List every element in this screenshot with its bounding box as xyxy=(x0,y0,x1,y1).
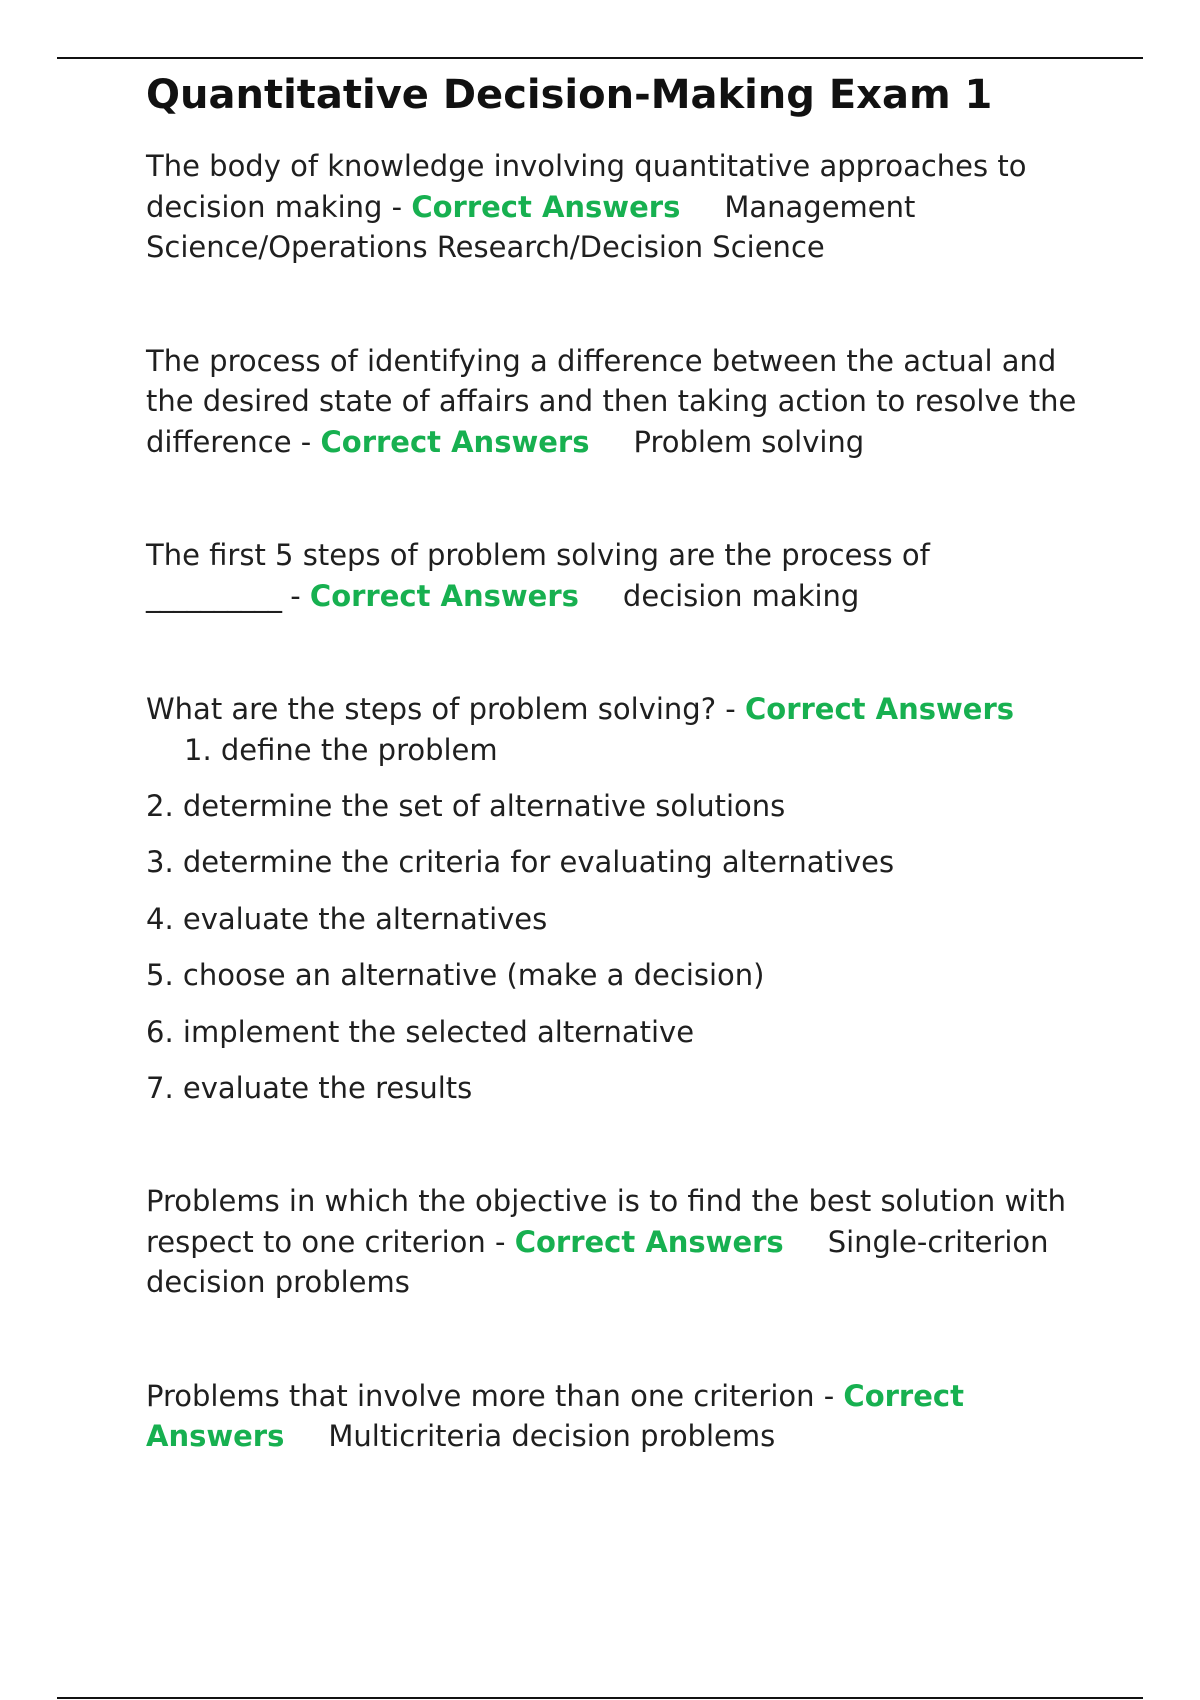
question-tail: - xyxy=(281,578,310,613)
question-line xyxy=(146,689,1086,730)
qa-card-4 xyxy=(146,689,1086,1108)
top-rule xyxy=(57,57,1143,59)
document-body xyxy=(146,70,1086,1457)
correct-answers-tag: Correct Answers xyxy=(745,692,1015,726)
correct-answers-tag: Correct Answers xyxy=(146,1378,964,1453)
question-text: The body of knowledge involving quantitative approaches to decision making - xyxy=(146,149,1027,224)
question-text: Problems in which the objective is to find the best solution with respect to one criterion - xyxy=(146,1184,1067,1259)
step-item: 1. define the problem xyxy=(184,732,498,767)
correct-answers-tag: Correct Answers xyxy=(320,424,590,459)
step-item: 3. determine the criteria for evaluating alternatives xyxy=(146,845,895,879)
steps-list xyxy=(146,730,1086,1109)
qa-card-2 xyxy=(146,341,1086,463)
step-item: 5. choose an alternative (make a decision) xyxy=(146,958,765,992)
step-item: 6. implement the selected alternative xyxy=(146,1014,695,1049)
step-item: 4. evaluate the alternatives xyxy=(146,901,548,936)
correct-answers-tag: Correct Answers xyxy=(309,578,579,613)
question-text: Problems that involve more than one criterion - xyxy=(146,1378,844,1413)
answer-text: Management Science/Operations Research/Decision Science xyxy=(146,189,916,264)
step-item: 7. evaluate the results xyxy=(146,1071,473,1105)
step-item: 2. determine the set of alternative solutions xyxy=(146,788,786,823)
question-text: The first 5 steps of problem solving are the process of xyxy=(146,538,930,572)
answer-text: Problem solving xyxy=(633,424,865,459)
answer-text: Single-criterion decision problems xyxy=(146,1224,1049,1299)
page-title: Quantitative Decision-Making Exam 1 xyxy=(146,72,993,118)
answer-text: Multicriteria decision problems xyxy=(328,1419,776,1453)
answer-text: decision making xyxy=(622,578,860,613)
correct-answers-tag: Correct Answers xyxy=(411,189,681,224)
qa-card-6 xyxy=(146,1376,1086,1457)
qa-card-1 xyxy=(146,146,1086,268)
correct-answers-tag: Correct Answers xyxy=(514,1224,784,1259)
bottom-rule xyxy=(57,1697,1143,1699)
fill-in-blank: __________ xyxy=(146,578,281,613)
question-text: The process of identifying a difference between the actual and the desired state of affairs and then taking action to resolve the difference - xyxy=(146,343,1077,459)
qa-card-3 xyxy=(146,535,1086,616)
question-text: What are the steps of problem solving? - xyxy=(146,692,745,726)
qa-card-5 xyxy=(146,1181,1086,1303)
